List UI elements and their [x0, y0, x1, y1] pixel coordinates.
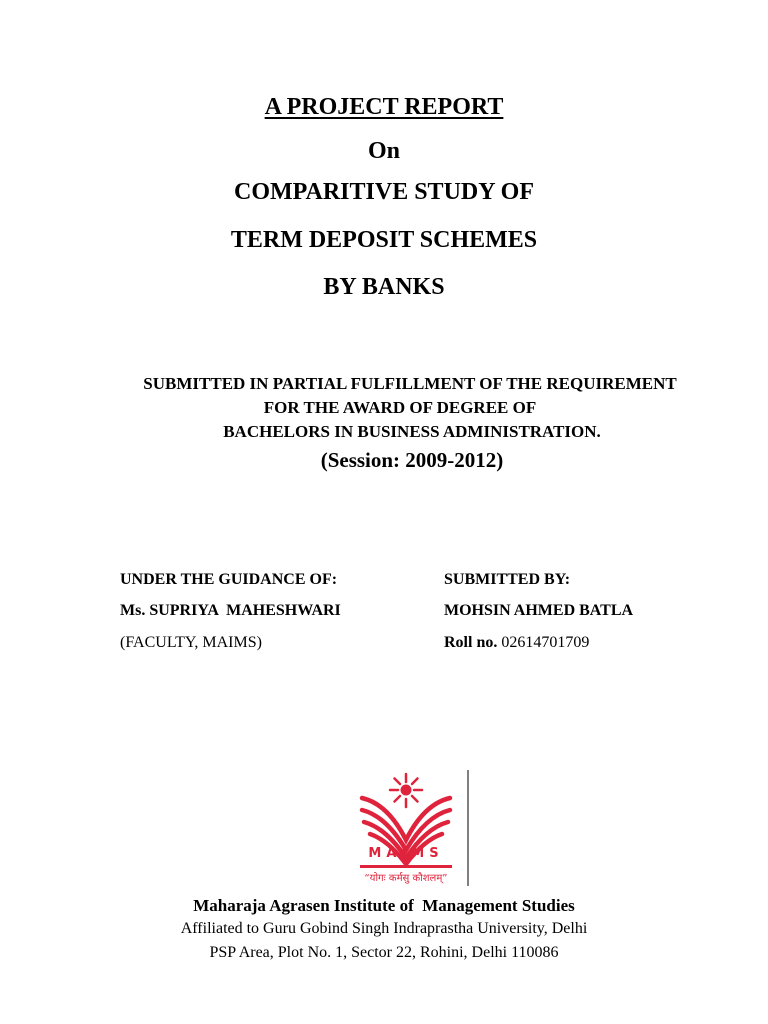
- institute-name: Maharaja Agrasen Institute of Management Studies: [193, 896, 575, 915]
- student-name: MOHSIN AHMED BATLA: [444, 602, 634, 619]
- submission-statement-line-2: FOR THE AWARD OF DEGREE OF: [263, 398, 537, 417]
- roll-number-value: 02614701709: [501, 634, 590, 651]
- report-title-line-1: COMPARITIVE STUDY OF: [233, 179, 534, 205]
- submitted-by-heading: SUBMITTED BY:: [444, 571, 571, 588]
- maims-logo: [350, 768, 475, 888]
- report-type-text: A PROJECT REPORT: [264, 94, 504, 120]
- logo-motto: “योगः कर्मसु कौशलम्”: [364, 873, 448, 884]
- roll-number-label: Roll no.: [444, 634, 498, 651]
- guidance-heading: UNDER THE GUIDANCE OF:: [120, 571, 338, 588]
- report-title-line-2: TERM DEPOSIT SCHEMES: [230, 227, 538, 253]
- roll-number: [444, 634, 589, 652]
- logo-divider: [360, 865, 452, 868]
- report-type-heading: [0, 94, 768, 121]
- institute-affiliation: Affiliated to Guru Gobind Singh Indraprastha University, Delhi: [180, 920, 588, 937]
- guide-designation: (FACULTY, MAIMS): [120, 634, 262, 651]
- title-on: On: [367, 138, 400, 164]
- submission-statement-line-3: BACHELORS IN BUSINESS ADMINISTRATION.: [223, 422, 601, 441]
- report-title-line-3: BY BANKS: [323, 274, 445, 300]
- maims-logo-graphic: [350, 768, 475, 888]
- guide-name: Ms. SUPRIYA MAHESHWARI: [120, 602, 341, 619]
- institute-address: PSP Area, Plot No. 1, Sector 22, Rohini, Delhi 110086: [209, 944, 559, 961]
- sun-icon: [390, 774, 422, 807]
- logo-acronym: MAIMS: [368, 846, 444, 861]
- submission-statement-line-1: SUBMITTED IN PARTIAL FULFILLMENT OF THE REQUIREMENT: [143, 374, 677, 393]
- session-years: (Session: 2009-2012): [320, 448, 504, 472]
